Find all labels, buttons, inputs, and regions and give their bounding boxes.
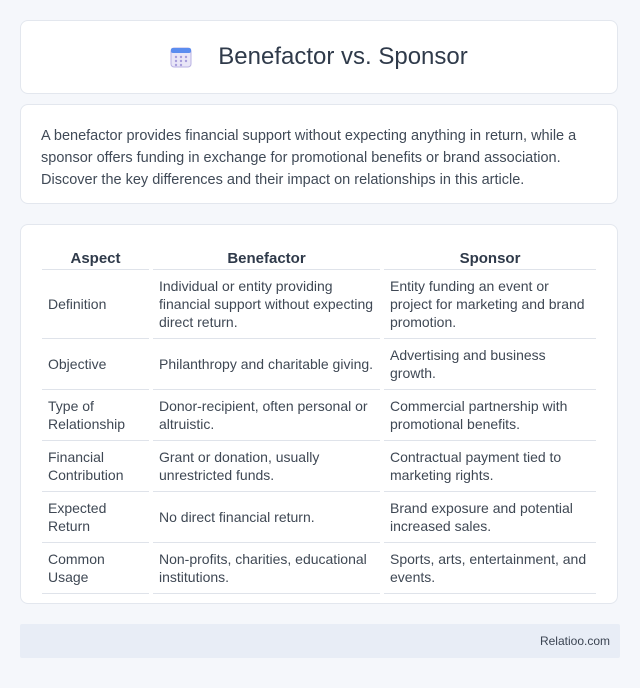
row-sponsor: Advertising and business growth. bbox=[384, 339, 596, 390]
page-title: Benefactor vs. Sponsor bbox=[218, 43, 468, 70]
row-benefactor: Non-profits, charities, educational institutions. bbox=[153, 543, 380, 594]
row-benefactor: Individual or entity providing financial support without expecting direct return. bbox=[153, 270, 380, 339]
table-row bbox=[42, 441, 596, 492]
row-aspect: Definition bbox=[42, 270, 149, 339]
header-benefactor: Benefactor bbox=[153, 245, 380, 270]
row-benefactor: Donor-recipient, often personal or altruistic. bbox=[153, 390, 380, 441]
row-sponsor: Contractual payment tied to marketing rights. bbox=[384, 441, 596, 492]
intro-text: A benefactor provides financial support without expecting anything in return, while a sponsor offers funding in exchange for promotional benefits or brand association. Discover the key differences and their impact on relationships in this article. bbox=[41, 128, 577, 188]
footer-brand[interactable]: Relatioo.com bbox=[539, 634, 610, 648]
row-aspect: Common Usage bbox=[42, 543, 149, 594]
row-benefactor: Grant or donation, usually unrestricted funds. bbox=[153, 441, 380, 492]
calendar-icon bbox=[170, 46, 192, 68]
table-row bbox=[42, 339, 596, 390]
row-aspect: Financial Contribution bbox=[42, 441, 149, 492]
intro-card bbox=[20, 104, 618, 204]
table-header-row bbox=[42, 245, 596, 270]
title-card bbox=[20, 20, 618, 94]
footer bbox=[20, 624, 620, 658]
row-sponsor: Entity funding an event or project for marketing and brand promotion. bbox=[384, 270, 596, 339]
row-aspect: Type of Relationship bbox=[42, 390, 149, 441]
header-sponsor: Sponsor bbox=[384, 245, 596, 270]
row-aspect: Objective bbox=[42, 339, 149, 390]
comparison-table bbox=[38, 245, 600, 594]
row-aspect: Expected Return bbox=[42, 492, 149, 543]
table-row bbox=[42, 543, 596, 594]
row-benefactor: Philanthropy and charitable giving. bbox=[153, 339, 380, 390]
header-aspect: Aspect bbox=[42, 245, 149, 270]
row-sponsor: Brand exposure and potential increased sales. bbox=[384, 492, 596, 543]
row-benefactor: No direct financial return. bbox=[153, 492, 380, 543]
comparison-table-card bbox=[20, 224, 618, 604]
table-row bbox=[42, 492, 596, 543]
row-sponsor: Commercial partnership with promotional benefits. bbox=[384, 390, 596, 441]
row-sponsor: Sports, arts, entertainment, and events. bbox=[384, 543, 596, 594]
table-row bbox=[42, 270, 596, 339]
table-row bbox=[42, 390, 596, 441]
